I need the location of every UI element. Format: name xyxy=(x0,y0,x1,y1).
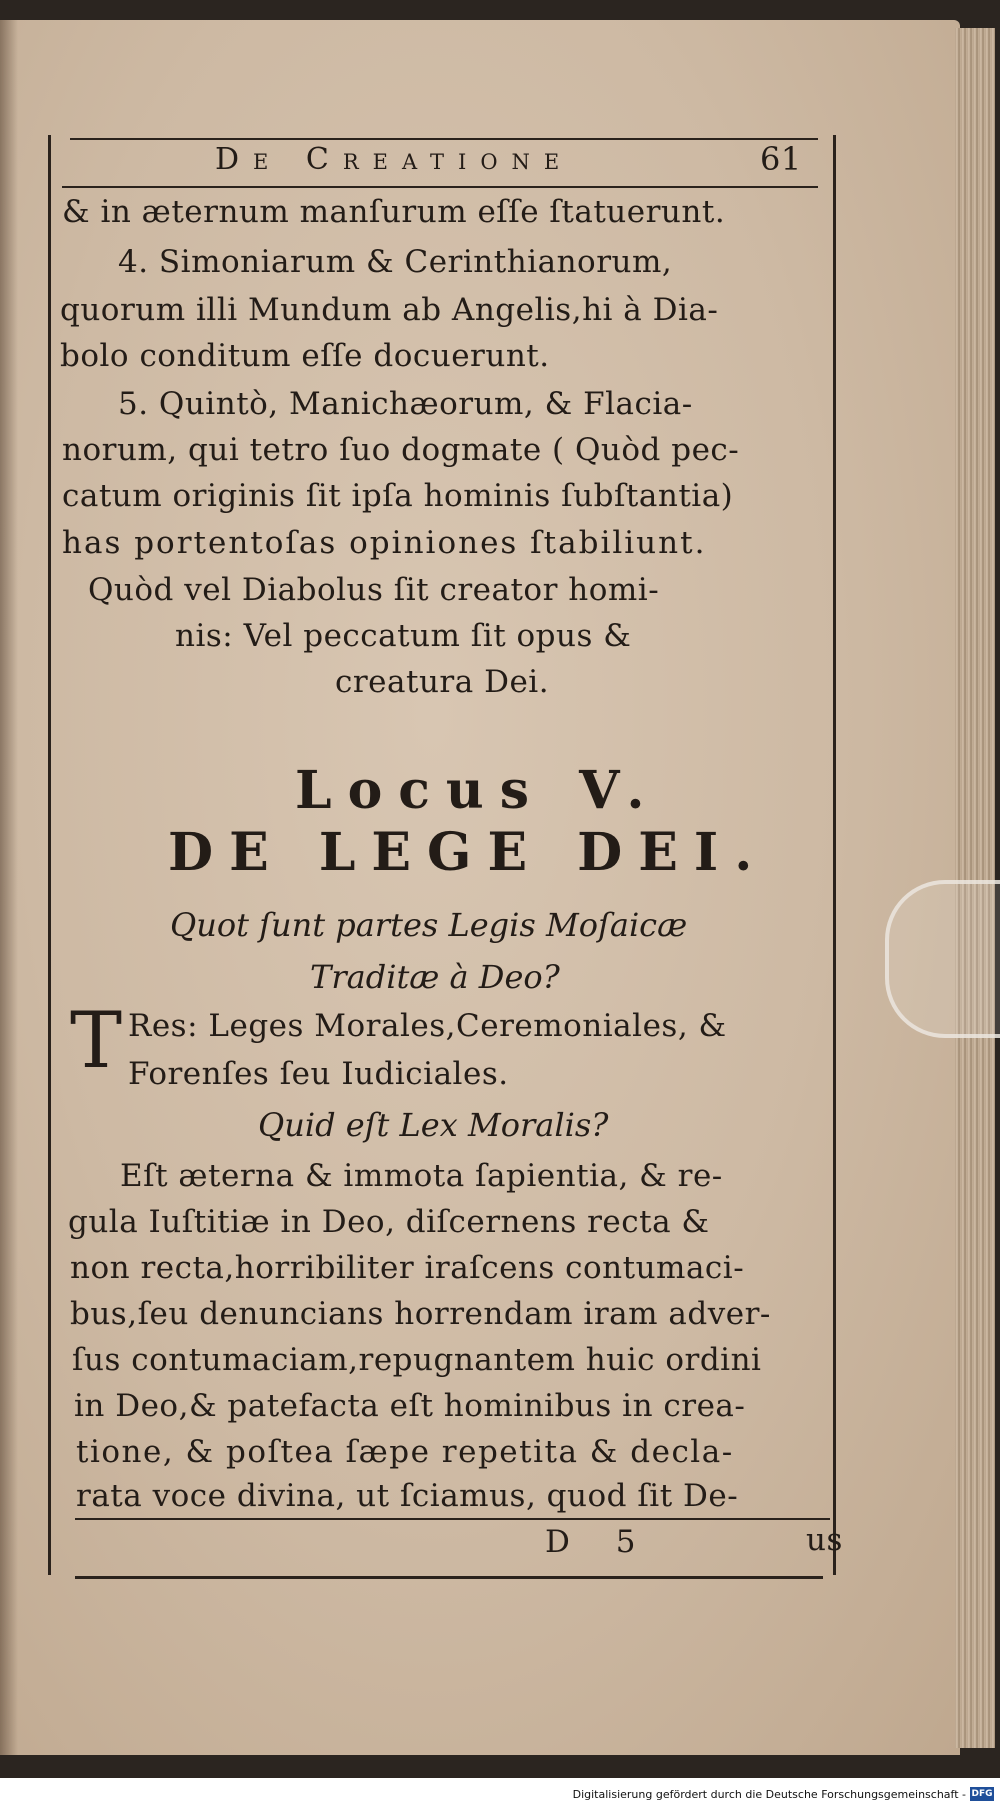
text-line: Res: Leges Morales,Ceremoniales, & xyxy=(128,1008,727,1044)
text-line: 5. Quintò, Manichæorum, & Flacia- xyxy=(118,386,693,422)
drop-cap: T xyxy=(70,996,123,1086)
text-line: rata voce divina, ut ſciamus, quod ſit De- xyxy=(76,1478,739,1514)
text-line: bolo conditum eſſe docuerunt. xyxy=(60,338,550,374)
dfg-logo: DFG xyxy=(971,1789,993,1799)
text-line: non recta,horribiliter iraſcens contumaci- xyxy=(70,1250,745,1286)
text-line: norum, qui tetro ſuo dogmate ( Quòd pec- xyxy=(62,432,740,468)
text-line: Forenſes ſeu Iudiciales. xyxy=(128,1056,509,1092)
text-line: quorum illi Mundum ab Angelis,hi à Dia- xyxy=(60,292,719,328)
text-line: gula Iuſtitiæ in Deo, diſcernens recta & xyxy=(68,1204,710,1240)
text-line: tione, & poſtea ſæpe repetita & decla- xyxy=(76,1434,734,1470)
running-title: De Creatione xyxy=(215,142,574,177)
question-heading: Quot ſunt partes Legis Moſaicæ xyxy=(170,906,688,944)
question-heading: Traditæ à Deo? xyxy=(310,958,560,996)
question-heading: Quid eſt Lex Moralis? xyxy=(258,1106,609,1144)
footer-rule xyxy=(75,1576,823,1579)
gutter-shadow xyxy=(0,20,18,1755)
text-line: has portentoſas opiniones ſtabiliunt. xyxy=(62,525,707,561)
text-line: catum originis ſit ipſa hominis ſubſtantia) xyxy=(62,478,734,514)
credit-text: Digitalisierung gefördert durch die Deutsche Forschungsgemeinschaft - xyxy=(572,1788,966,1801)
text-line: bus,ſeu denuncians horrendam iram adver- xyxy=(70,1296,771,1332)
text-line: & in æternum manſurum eſſe ſtatuerunt. xyxy=(62,194,726,230)
section-title: DE LEGE DEI. xyxy=(168,822,769,883)
top-rule xyxy=(70,138,818,140)
text-line: in Deo,& patefacta eſt hominibus in crea- xyxy=(74,1388,746,1424)
text-line: Eſt æterna & immota ſapientia, & re- xyxy=(120,1158,723,1194)
page-number: 61 xyxy=(760,140,802,178)
text-line: nis: Vel peccatum ſit opus & xyxy=(175,618,632,654)
text-line: creatura Dei. xyxy=(335,664,550,700)
section-locus: Locus V. xyxy=(295,760,661,821)
text-line: 4. Simoniarum & Cerinthianorum, xyxy=(118,244,673,280)
text-line: Quòd vel Diabolus ſit creator homi- xyxy=(88,572,660,608)
header-rule xyxy=(62,186,818,188)
text-line: ſus contumaciam,repugnantem huic ordini xyxy=(72,1342,762,1378)
bottom-text-rule xyxy=(75,1518,830,1520)
signature-mark: D 5 xyxy=(545,1524,654,1560)
page-clip xyxy=(885,880,1000,1038)
catchword: us xyxy=(806,1522,843,1558)
